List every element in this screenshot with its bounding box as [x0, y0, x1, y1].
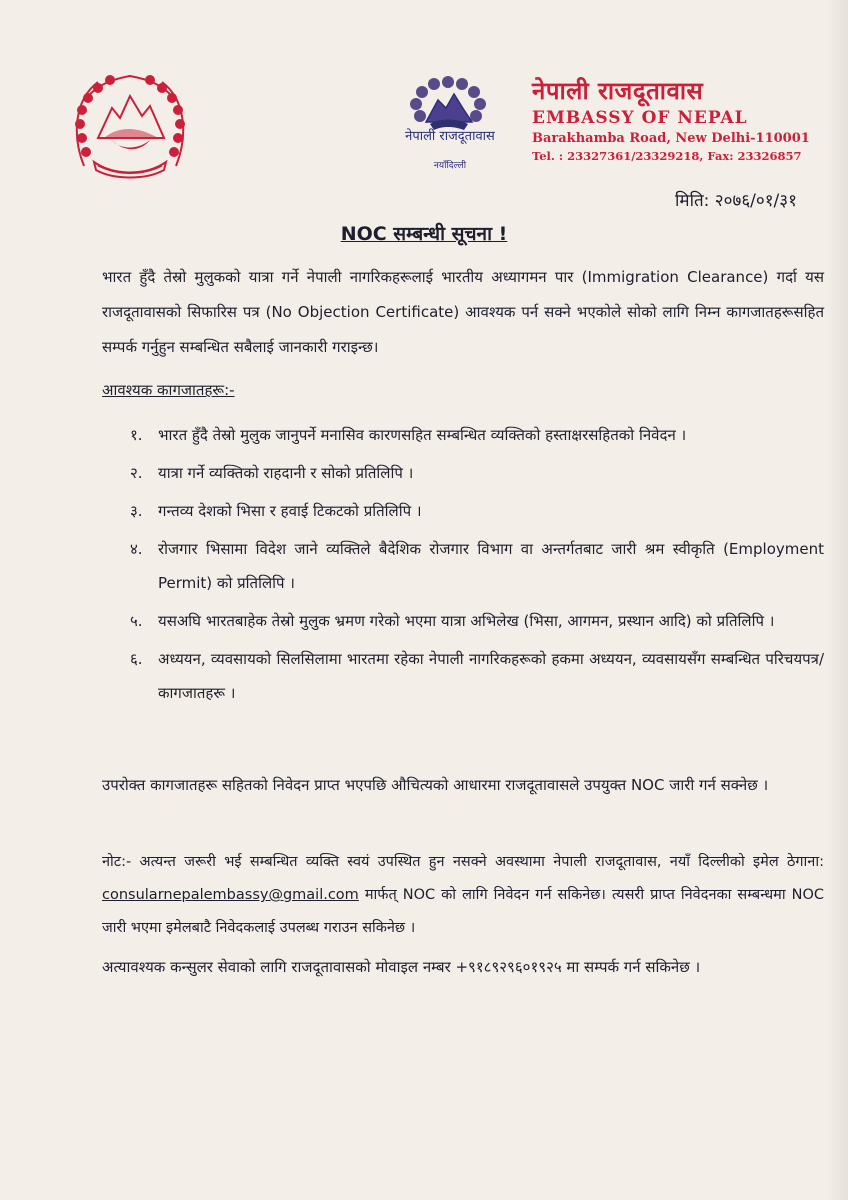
list-item-text: रोजगार भिसामा विदेश जाने व्यक्तिले बैदेशिक रोजगार विभाग वा अन्तर्गतबाट जारी श्रम स्वीकृति (Employment Permit) को प्रतिलिपि । [158, 540, 824, 592]
note-text-part2: मार्फत् NOC को लागि निवेदन गर्न सकिनेछ। त्यसरी प्राप्त निवेदनका सम्बन्धमा NOC जारी भएमा इमेलबाटै निवेदकलाई उपलब्ध गराउन सकिनेछ । [102, 887, 824, 936]
nepal-emblem-icon [68, 66, 192, 182]
urgent-contact-paragraph: अत्यावश्यक कन्सुलर सेवाको लागि राजदूतावासको मोवाइल नम्बर +९१८९२९६०१९२५ मा सम्पर्क गर्न सकिनेछ । [102, 958, 701, 976]
list-item-text: भारत हुँदै तेस्रो मुलुक जानुपर्ने मनासिव कारणसहित सम्बन्धित व्यक्तिको हस्ताक्षरसहितको निवेदन । [158, 426, 687, 444]
list-item-text: यात्रा गर्ने व्यक्तिको राहदानी र सोको प्रतिलिपि । [158, 464, 414, 482]
notice-title: NOC सम्बन्धी सूचना ! [340, 223, 508, 245]
note-text-part1: नोट:- अत्यन्त जरूरी भई सम्बन्धित व्यक्ति स्वयं उपस्थित हुन नसक्ने अवस्थामा नेपाली राजदूतावास, नयाँ दिल्लीको इमेल ठेगाना: [102, 854, 824, 870]
embassy-seal-subtext: नयाँदिल्ली [433, 161, 467, 171]
list-item-number: ३. [130, 502, 143, 520]
list-item [130, 532, 824, 600]
letterhead-title-nepali: नेपाली राजदूतावास [532, 77, 704, 105]
embassy-seal-text: नेपाली राजदूतावास [405, 129, 495, 144]
documents-heading: आवश्यक कागजातहरू:- [102, 381, 235, 399]
list-item-number: २. [130, 464, 143, 482]
letterhead-contact: Tel. : 23327361/23329218, Fax: 23326857 [532, 149, 802, 163]
list-item-number: ४. [130, 540, 143, 558]
list-item [130, 494, 824, 528]
list-item [130, 456, 824, 490]
list-item-text: गन्तव्य देशको भिसा र हवाई टिकटको प्रतिलिपि । [158, 502, 422, 520]
intro-paragraph: भारत हुँदै तेस्रो मुलुकको यात्रा गर्ने नेपाली नागरिकहरूलाई भारतीय अध्यागमन पार (Immigration Clearance) गर्दा यस राजदूतावासको सिफारिस पत्र (No Objection Certificate) आवश्यक पर्न सक्ने भएकोले सोको लागि निम्न कागजातहरूसहित सम्पर्क गर्नुहुन सम्बन्धित सबैलाई जानकारी गराइन्छ। [102, 268, 824, 356]
letterhead [532, 76, 832, 163]
paper-edge-shadow [826, 0, 848, 1200]
list-item-number: ६. [130, 650, 143, 668]
letterhead-title-english: EMBASSY OF NEPAL [532, 108, 748, 128]
list-item [130, 642, 824, 710]
followup-paragraph: उपरोक्त कागजातहरू सहितको निवेदन प्राप्त भएपछि औचित्यको आधारमा राजदूतावासले उपयुक्त NOC जारी गर्न सक्नेछ । [102, 776, 769, 794]
list-item-number: ५. [130, 612, 143, 630]
list-item [130, 604, 824, 638]
email-link[interactable]: consularnepalembassy@gmail.com [102, 887, 359, 903]
list-item-text: अध्ययन, व्यवसायको सिलसिलामा भारतमा रहेका नेपाली नागरिकहरूको हकमा अध्ययन, व्यवसायसँग सम्बन्धित परिचयपत्र/कागजातहरू । [158, 650, 824, 702]
list-item [130, 418, 824, 452]
note-paragraph [102, 846, 824, 945]
notice-date: मिति: २०७६/०१/३१ [675, 191, 797, 211]
list-item-number: १. [130, 426, 143, 444]
list-item-text: यसअघि भारतबाहेक तेस्रो मुलुक भ्रमण गरेको भएमा यात्रा अभिलेख (भिसा, आगमन, प्रस्थान आदि) को प्रतिलिपि । [158, 612, 775, 630]
documents-list [130, 418, 824, 714]
letterhead-address: Barakhamba Road, New Delhi-110001 [532, 131, 810, 146]
